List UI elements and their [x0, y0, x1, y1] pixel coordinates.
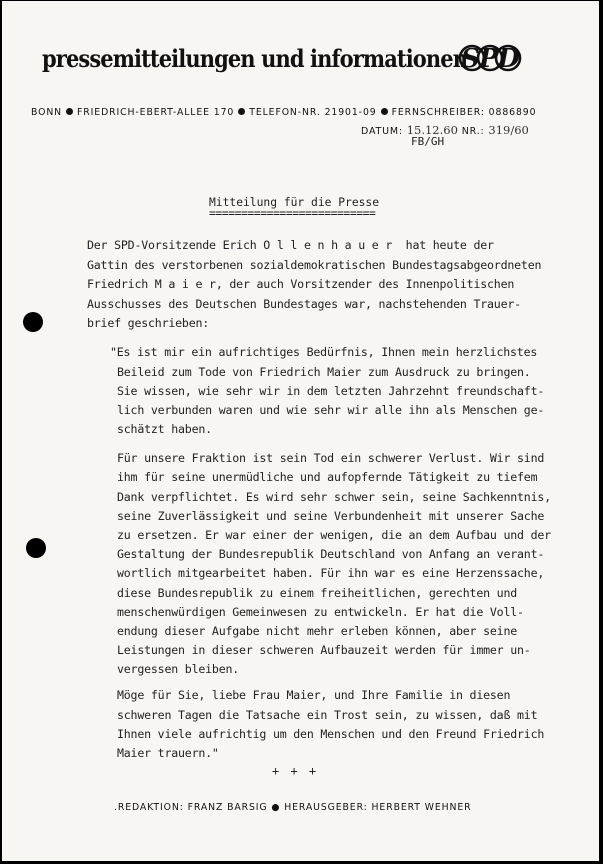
letter-line: "Es ist mir ein aufrichtiges Bedürfnis, Ihnen mein herzlichstes [110, 345, 538, 359]
punch-hole-top [23, 312, 43, 332]
end-mark: + + + [272, 764, 319, 778]
spd-logo [458, 36, 522, 80]
date-number-line [361, 123, 529, 137]
letter-line: Maier trauern." [117, 746, 219, 760]
intro-line: Der SPD-Vorsitzende Erich O l l e n h a u e r hat heute der [87, 238, 494, 252]
intro-line: brief geschrieben: [87, 316, 210, 330]
letter-line: lich verbunden waren und wie sehr wir alle ihn als Menschen ge- [117, 403, 545, 417]
letter-line: Für unsere Fraktion ist sein Tod ein schwerer Verlust. Wir sind [117, 451, 545, 465]
press-heading: Mitteilung für die Presse [209, 196, 380, 209]
letter-line: Möge für Sie, liebe Frau Maier, und Ihre Familie in diesen [117, 688, 511, 702]
intro-line: Ausschusses des Deutschen Bundestages war, nachstehenden Trauer- [87, 297, 521, 311]
letter-line: Leistungen in dieser schweren Aufbauzeit werden für immer un- [117, 643, 531, 657]
press-heading-underline: ========================== [209, 207, 376, 220]
letter-line: diese Bundesrepublik zu einem freiheitlichen, gerechten und [117, 586, 518, 600]
spd-logo-text: SPD [461, 44, 519, 74]
letter-line: seine Zuverlässigkeit und seine Verbundenheit mit unserer Sache [117, 509, 545, 523]
letter-line: Sie wissen, wie sehr wir in dem letzten Jahrzehnt freundschaft- [117, 384, 545, 398]
letter-line: ihm für seine unermüdliche und aufopfernde Tätigkeit zu tiefem [117, 470, 538, 484]
bullet-icon [381, 108, 388, 115]
letter-line: endung dieser Aufgabe nicht mehr erleben können, aber seine [117, 624, 518, 638]
letter-line: vergessen bleiben. [117, 662, 240, 676]
letter-line: Beileid zum Tode von Friedrich Maier zum Ausdruck zu bringen. [117, 365, 531, 379]
letter-line: zu ersetzen. Er war einer der wenigen, die an dem Aufbau und der [117, 528, 551, 542]
letter-line: Ihnen viele aufrichtig um den Menschen und den Freund Friedrich [117, 727, 545, 741]
letter-line: Dank verpflichtet. Es wird sehr schwer sein, seine Sachkenntnis, [117, 490, 551, 504]
letter-line: schätzt haben. [117, 422, 212, 436]
contact-telex: FERNSCHREIBER: 0886890 [391, 107, 537, 118]
footer-credits: .REDAKTION: FRANZ BARSIG ● HERAUSGEBER: HERBERT WEHNER [114, 802, 472, 813]
intro-line: Gattin des verstorbenen sozialdemokratischen Bundestagsabgeordneten [87, 258, 542, 272]
punch-hole-bottom [26, 538, 46, 558]
bullet-icon [66, 108, 73, 115]
initials: FB/GH [411, 135, 445, 148]
letterhead-title: pressemitteilungen und informationen [42, 44, 468, 73]
number-value: 319/60 [488, 123, 529, 137]
date-label: DATUM: [361, 126, 403, 137]
intro-line: Friedrich M a i e r, der auch Vorsitzender des Innenpolitischen [87, 277, 515, 291]
bullet-icon [238, 108, 245, 115]
contact-address: FRIEDRICH-EBERT-ALLEE 170 [77, 107, 235, 118]
contact-city: BONN [31, 107, 63, 118]
number-label: NR.: [461, 126, 485, 137]
letter-line: Gestaltung der Bundesrepublik Deutschland von Anfang an verant- [117, 547, 545, 561]
date-value: 15.12.60 [406, 123, 458, 137]
contact-phone: TELEFON-NR. 21901-09 [249, 107, 377, 118]
letter-line: wortlich mitgearbeitet haben. Für ihn war es eine Herzenssache, [117, 566, 545, 580]
letter-line: schweren Tagen die Tatsache ein Trost sein, zu wissen, daß mit [117, 708, 538, 722]
contact-line [31, 107, 576, 118]
letter-line: menschenwürdigen Gemeinwesen zu entwickeln. Er hat die Voll- [117, 605, 524, 619]
